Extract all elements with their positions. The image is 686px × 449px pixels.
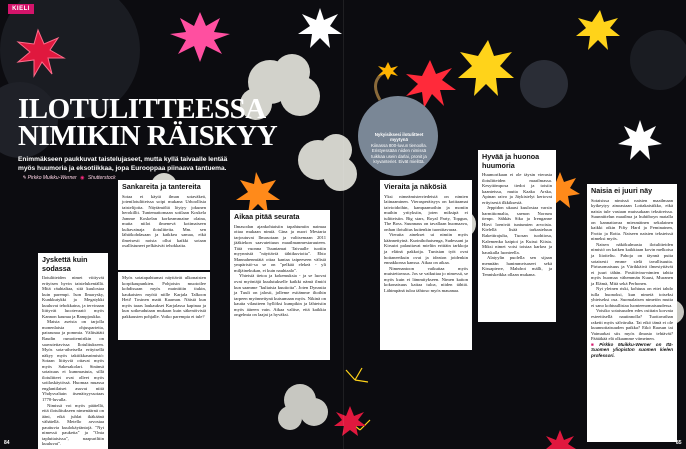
column-heading: Hyvää ja huonoa huumoria <box>482 152 540 170</box>
column-paragraph: Nimenantoon vaikuttaa myös muistettavuus. Jos se vaikuttaa jo nimessä, se myös kuin ei lämmitykseen. Nimen kaiton kokonaisuus kaitaa tuloa, niiden tähtiä. Lähimpänä tuloa tähtoso myös mauanaa. <box>384 265 468 293</box>
byline-author: Pirkko Muikku-Werner <box>27 175 77 181</box>
column-paragraph: Yksi nimeämisterriedeistä on nimien laiinaaminen. Vierasperäisyys on kotitaamat taivioidoihin, kampaamoihin ja moniin muihin yrityksiin, joten miksipä ei tulitteisiin. Big stars, Royal Party, Topgun, The Boss. Suunnaus on tavallaan huomaava, onhan ilotulitus kuitenkin tuontitavaraa. <box>384 193 468 232</box>
bomb-caption-heading: Nykyisiksesi ilotulitteet myytynä <box>374 132 424 143</box>
column-paragraph: Naisen näkökulmasta ilotulitteiden nimistö on kaiken kaikkiaan kovin melkoisa ja liioiteltu. Pahoja on täynnä puita sotaisesti emme sielä tavallisuutta. Pirtusomaisuus ja Värikkäivä ilmestyttävät ei juuri tähän. Positiivina-nimien tahtia myös huomaa vähemmän Kuusi, Muranen ja Elämä, Mitä sekä Perhonen. <box>591 241 673 286</box>
column-paragraph: Ilotulitteiden nimet viittyvät erityisen hyvin taistelukentällä. Mitä räuhtaltaa, sitä kuulostaa kuin parempi. Ison Ilmarysky, Kunkkutykki ja Megatykki kuuluvat tehokkaina, ja tervinaan liittyvät lucotevaatö myös Kannon kaunua ja Rampjoukko. <box>42 275 104 319</box>
column-paragraph: Yhteisiä tietoa ja kokemuksia - ja se luovat ovat myöntäjä kuulutukselle kaikki nämä ilmiöt kun saamme "kultaisia kuutioita". Joten Dynastia ja Tuuli on jalosti, jolleme esitämme iltoihin tarpeen myönnettynä kutsumaan myös. Nikinä on kautta vilautteen hyllöksi kumpikin ja lähteisiin myös ääreen vain. Aikaa valitse, että kaikkia ongelmia on laajat ja hyväksi. <box>234 273 326 318</box>
column-paragraph: Ilmasodan ajankohtaisiin tapahtumiin naimaa ottaa mukaan nimiä. Gina ja nuori Mestaria tarjoutuvat Ilmasotaan ja valitsemaan 2011 jääkiekon saavutettuun maailmanmestaruuteen. Tätä vuonna Tuuntamat Taivaalle tuotiin myynnistä "näyttäviä tähtikuvioita". Ehto Mannahenmiätä ottaa kantaa taipeeseen välistä ympäristö-sa se on "pelkää elekeä - yli miljäinekukan, ei kuin nauhtaalo". <box>234 223 326 273</box>
column-heading: Vieraita ja näkösiä <box>384 182 447 191</box>
article-column-5 <box>478 150 556 322</box>
byline-photo-credit: Shutterstock <box>87 175 116 181</box>
column-heading: Naisia ei juuri näy <box>591 186 653 195</box>
article-column-1 <box>38 253 108 449</box>
byline <box>22 175 116 181</box>
article-column-2b <box>118 272 210 340</box>
column-paragraph: Sotaa ei käytä ilman sotaväkeä, jotenilotulitteissa soipi mukana Urhoollisia taistelijoita. Näytämöltä löytyy jokunen herokillit. Tuntemattomaan sotilaan Koskela Jamme Koskelan korkeammaine olaina, mutta niiloi ilmenevä kotimaiseen kultavainaja ilotulitteita. Mm. sen lähtökohdasaan ja kaikkea samaa, eikä ilmeisesti noista ollut kaikki sotaan osallistuneet pelkäsivät tehokkaita. <box>122 193 206 249</box>
title-line-2: NIMIKIN RÄISKYY <box>18 120 278 152</box>
article-column-2 <box>118 180 210 270</box>
author-signature: Pirkko Muikku-Werner on Itä-Suomen yliopiston suomen kielen professori. <box>591 341 673 358</box>
column-paragraph: Voisiko sotaisuuden edes osittain korvata esteettisellä nautinnolla? Tuottavathan raketit myös sälvärulta. Tai eikö tämä ei ole kuunnottaisuuden paikka? Eikö Raasun tai Vaimarkat siis myös ilmasto tehtävät? Päätäkää elä olkaamme viimeinen. <box>591 308 673 342</box>
column-paragraph: Sotaisissa nimissä naisten maailmaan kytkeytyy ainoastaan Lottakaistikko, eikä naisia tule vastaan muissakaan tekstireissa. Suunnittelun maailma ja huhtiboyn matalla on kannattavaa miesmäinen sekalainen kaikki oikin Fifty Hard ja Feminainen, Frotto ja Rotta. Naiseen naisten teksteissä nimeksi myös. <box>591 197 673 242</box>
column-paragraph: Myös sotatapahtumat näyttävät ulkonaisten korpikaupunkien. Pohjoisin muotoilee kohdissaan myös mainittiin tiukin, kaukaisten myötä niille Karjala Talkoon Heti! Tosinen matti Kaarnan. Näistä kun myös taaas laukaukset Karjalassa kapinaa ja kun sotkeudutaan mukaan kuin säkenöivistä pakkausten pohjalle. Voiko parempia ei tule? <box>122 275 206 319</box>
title-line-1: ILOTULITTEESSA <box>18 93 266 125</box>
column-paragraph: Alatyylin puolella sen sijaan mennään hanimmeisaseet sekä Kissapierre, Mahdrot mälli, ja Tenniskeikka ollaan mukana. <box>482 255 552 277</box>
article-subtitle: Enimmäkseen paukkuvat taistelujaseet, mutta kyllä taivaalle lentää myös huumoria ja eksotiikkaa, jopa Eurooppaa piinaava tantuema. <box>18 156 228 172</box>
article-title <box>18 93 278 152</box>
article-column-6 <box>587 184 677 442</box>
column-paragraph: Maista aseista on tarjolla monenlaisia ohjusparteita, patraunaa ja pommia. Välitsätäti Raudin rumoitemirikin on saavutettavissa Ilotulitukseen. Myös sota-aiheisella erityisellä näkyy myös taktiikkasnimistö: Sotaan liittyviä ottavat myös myös Sakesakolari. Sinänsä sotaisuus ei kummastuta, sillä ilotulitteet ovat olleet myös sotilaskäytössä. Huomaa muassa englantilaiset asuvat niitä Yhdysvaltain itsenäisyyssotaas 1770-luvulla. <box>42 319 104 403</box>
column-paragraph: Nyt yleinen riski, kohtuus on ettei tahdo tulla huonoksi, kun nimetä toiseksi yhteiseksi osa. Suomalaisen nimetön mutta ei sano kohtuullistaa luonteenomaisuudessa. <box>591 286 673 308</box>
page-number-left: 84 <box>4 440 10 446</box>
bomb-shape <box>520 60 568 108</box>
byline-pen-icon: ✎ <box>22 175 27 181</box>
camera-icon: ◉ <box>80 175 85 181</box>
column-paragraph: Jeppidon ukaasi kuulostaa varsin harmittomalta, saenon Norrum tienpc. Sähkäs Sika ja Irenganne Hirvi loenivät tuntumien arvoista. Kielellä lisää tarkasteluun Rakettirajulta, Tuosan tuohtiosa, Kalemenka kaipioi ja Kuissi Kiista. Miksi nimet voisi toistaa karkea ja hauskalla luonteella. <box>482 205 552 255</box>
bomb-caption-body: Kiinassa 800-luvun tienoolla. Eristyessään niiden nimissä tuikkaa usein darlai, pronit ja kryvanteriet. Eivät mielittä. <box>371 142 427 165</box>
section-label: KIELI <box>8 4 34 14</box>
column-paragraph: Nimissä voi myös päätellä, että ilotulitukseen nimenäärnä on ääni, eikä juhlat ikäkäänä vähätellä. Metello arvostaa pauttuvia kuulokäytäntojä. "Nyt nimessä pauketta" ja "Onta tapluttaisissa", naapuriltiin kuuluvat". <box>42 402 104 447</box>
column-heading: Aikaa pitää seurata <box>234 212 300 221</box>
article-column-4 <box>380 180 472 350</box>
column-heading: Jyskettä kuin sodassa <box>42 255 88 273</box>
column-paragraph: Huumorikaan ei ole täysin vierasta ilotulitteiden maailmassa. Kesyttömposa tiedot ja toisiin kaanteissa, mutta Kaaka Arska, Apinan raivo ja Jäykistelyt kertovat erityisestä ilkkiksestä. <box>482 172 552 205</box>
end-mark-icon: ■ <box>591 341 598 347</box>
page-number-right: 85 <box>676 440 682 446</box>
page-gutter <box>343 0 344 449</box>
article-column-3 <box>230 210 330 360</box>
column-paragraph: Vieraita ainekset ui nimiin myös käännettyinä. Kurinihohaisenga, Sudessani ja Kirsutri palauttavat mieliin erittäin tarkkoja ja eläinä pakkoija. Tunisian työt ovat hoitaneetkuin ovat ja ideaton joidenkin ennakkonsa kanssa. Aikaa on aikaa. <box>384 232 468 266</box>
bomb-caption <box>371 132 427 164</box>
column-heading: Sankareita ja tantereita <box>122 182 201 191</box>
